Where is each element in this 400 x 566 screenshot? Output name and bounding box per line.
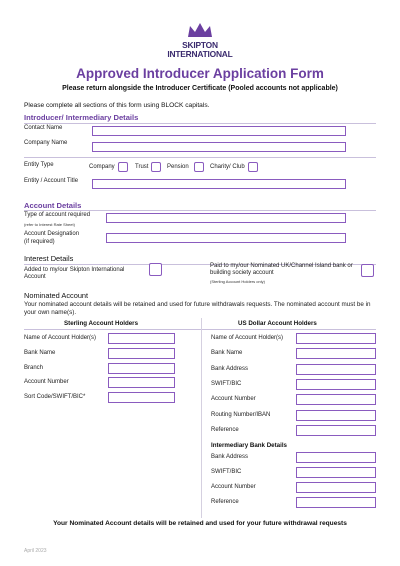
sterling-sort-code-swift-bic-label: Sort Code/SWIFT/BIC* <box>24 394 86 401</box>
sterling-bank-name-label: Bank Name <box>24 349 56 356</box>
interest-paid-checkbox[interactable] <box>361 264 374 277</box>
usd-heading: US Dollar Account Holders <box>238 320 317 327</box>
entity-type-label: Entity Type <box>24 162 54 168</box>
entity-option-charity-label: Charity/ Club <box>210 164 245 170</box>
brand-subname: INTERNATIONAL <box>167 49 233 59</box>
page-title: Approved Introducer Application Form <box>76 66 324 81</box>
introducer-heading: Introducer/ Intermediary Details <box>24 113 139 122</box>
usd-routing-number-iban-field[interactable] <box>296 410 376 421</box>
interest-added-checkbox[interactable] <box>149 263 162 276</box>
skipton-logo-icon <box>187 22 213 38</box>
entity-trust-checkbox[interactable] <box>151 162 161 172</box>
intermediary-bank-address-field[interactable] <box>296 452 376 463</box>
account-type-note: (refer to Interest Rate Sheet) <box>24 222 75 227</box>
designation-field[interactable] <box>106 233 346 243</box>
section-divider <box>24 329 376 330</box>
interest-heading: Interest Details <box>24 254 74 263</box>
usd-account-number-field[interactable] <box>296 394 376 405</box>
usd-reference-field[interactable] <box>296 425 376 436</box>
contact-name-field[interactable] <box>92 126 346 136</box>
intermediary-reference-label: Reference <box>211 499 239 505</box>
column-divider <box>201 318 202 518</box>
entity-company-checkbox[interactable] <box>118 162 128 172</box>
sterling-branch-field[interactable] <box>108 363 175 374</box>
interest-option-paid-label: Paid to my/our Nominated UK/Channel Island bank or building society account <box>210 263 353 277</box>
intermediary-swift-bic-label: SWIFT/BIC <box>211 469 242 475</box>
company-name-field[interactable] <box>92 142 346 152</box>
usd-bank-address-field[interactable] <box>296 364 376 375</box>
usd-bank-name-field[interactable] <box>296 348 376 359</box>
entity-title-field[interactable] <box>92 179 346 189</box>
usd-name-of-account-holder-s-label: Name of Account Holder(s) <box>211 335 284 341</box>
intermediary-reference-field[interactable] <box>296 497 376 508</box>
entity-option-company-label: Company <box>89 164 115 170</box>
usd-reference-label: Reference <box>211 426 239 433</box>
entity-charity-checkbox[interactable] <box>248 162 258 172</box>
instruction-text: Please complete all sections of this form using BLOCK capitals. <box>24 102 210 109</box>
section-divider <box>24 210 376 211</box>
account-heading: Account Details <box>24 201 82 210</box>
intermediary-account-number-field[interactable] <box>296 482 376 493</box>
sterling-account-number-field[interactable] <box>108 377 175 388</box>
usd-bank-address-label: Bank Address <box>211 365 249 372</box>
designation-label: Account Designation <box>24 231 80 237</box>
sterling-name-of-account-holder-s-label: Name of Account Holder(s) <box>24 335 97 341</box>
entity-pension-checkbox[interactable] <box>194 162 204 172</box>
section-divider <box>24 157 376 158</box>
interest-option-paid-note: (Sterling Account Holders only) <box>210 279 265 284</box>
page-subtitle: Please return alongside the Introducer Certificate (Pooled accounts not applicable) <box>62 85 338 92</box>
document-date: April 2023 <box>24 548 47 554</box>
entity-option-pension-label: Pension <box>167 164 189 170</box>
interest-option-added-label: Added to my/our Skipton International Account <box>24 267 125 281</box>
sterling-heading: Sterling Account Holders <box>64 320 139 327</box>
brand-name: SKIPTON <box>182 40 218 50</box>
sterling-sort-code-swift-bic-field[interactable] <box>108 392 175 403</box>
nominated-description: Your nominated account details will be retained and used for future withdrawals requests. The nominated account must be in your own name(s). <box>24 301 371 316</box>
footer-note: Your Nominated Account details will be retained and used for your future withdrawal requests <box>53 520 347 527</box>
intermediary-account-number-label: Account Number <box>211 484 256 490</box>
sterling-branch-label: Branch <box>24 364 44 371</box>
contact-name-label: Contact Name <box>24 125 63 131</box>
entity-title-label: Entity / Account Title <box>24 178 79 184</box>
sterling-bank-name-field[interactable] <box>108 348 175 359</box>
sterling-name-of-account-holder-s-field[interactable] <box>108 333 175 344</box>
usd-routing-number-iban-label: Routing Number/IBAN <box>211 411 271 418</box>
account-type-label: Type of account required <box>24 212 91 218</box>
intermediary-heading: Intermediary Bank Details <box>211 442 287 449</box>
usd-bank-name-label: Bank Name <box>211 350 243 357</box>
usd-swift-bic-field[interactable] <box>296 379 376 390</box>
company-name-label: Company Name <box>24 140 68 146</box>
usd-name-of-account-holder-s-field[interactable] <box>296 333 376 344</box>
usd-swift-bic-label: SWIFT/BIC <box>211 380 242 387</box>
sterling-account-number-label: Account Number <box>24 379 69 386</box>
intermediary-bank-address-label: Bank Address <box>211 454 249 460</box>
entity-option-trust-label: Trust <box>135 164 149 170</box>
intermediary-swift-bic-field[interactable] <box>296 467 376 478</box>
usd-account-number-label: Account Number <box>211 396 256 403</box>
nominated-heading: Nominated Account <box>24 291 89 300</box>
account-type-field[interactable] <box>106 213 346 223</box>
section-divider <box>24 123 376 124</box>
designation-note: (if required) <box>24 239 55 245</box>
